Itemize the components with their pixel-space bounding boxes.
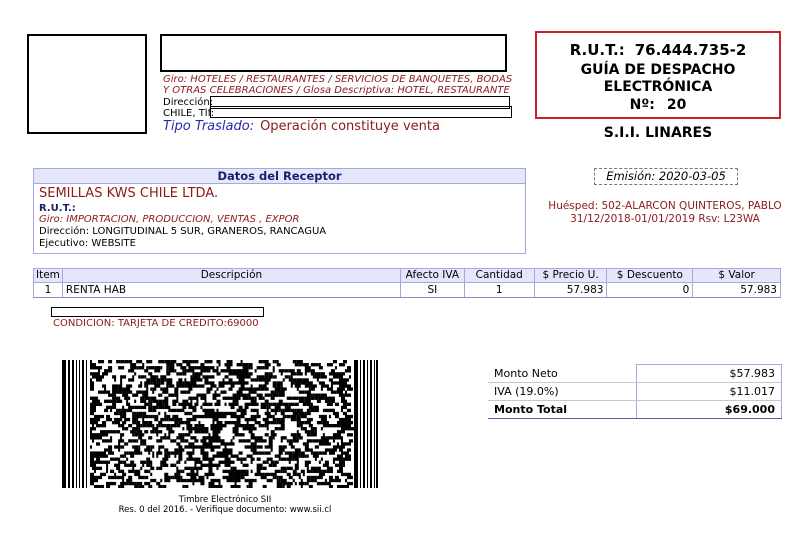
col-header-cantidad: Cantidad — [464, 269, 534, 283]
cell-descuento: 0 — [607, 283, 693, 298]
cell-cantidad: 1 — [464, 283, 534, 298]
total-row-iva — [488, 383, 782, 401]
col-header-precio: $ Precio U. — [534, 269, 607, 283]
receptor-ejecutivo: Ejecutivo: WEBSITE — [39, 238, 136, 249]
receptor-rut-label: R.U.T.: — [39, 203, 76, 214]
total-row-neto — [488, 365, 782, 383]
huesped-line-1: Huésped: 502-ALARCON QUINTEROS, PABLO — [548, 200, 782, 212]
cell-valor: 57.983 — [693, 283, 781, 298]
neto-value: $57.983 — [637, 365, 782, 383]
receptor-giro: Giro: IMPORTACION, PRODUCCION, VENTAS , EXPOR — [39, 214, 300, 225]
cell-descripcion: RENTA HAB — [62, 283, 400, 298]
col-header-valor: $ Valor — [693, 269, 781, 283]
condicion-pago: CONDICION: TARJETA DE CREDITO:69000 — [53, 318, 259, 329]
col-header-afecto-iva: Afecto IVA — [400, 269, 464, 283]
issuer-rut-value: 76.444.735-2 — [634, 41, 747, 59]
huesped-info — [530, 200, 800, 226]
issuer-rut — [537, 41, 779, 59]
tipo-traslado-label: Tipo Traslado: — [163, 119, 255, 134]
receptor-direccion: Dirección: LONGITUDINAL 5 SUR, GRANEROS, RANCAGUA — [39, 226, 327, 237]
col-header-descripcion: Descripción — [62, 269, 400, 283]
observation-redacted — [51, 307, 264, 317]
total-row-total — [488, 401, 782, 419]
total-label: Monto Total — [488, 401, 637, 419]
cell-afecto: SI — [400, 283, 464, 298]
timbre-line-2: Res. 0 del 2016. - Verifique documento: www.sii.cl — [118, 505, 332, 515]
col-header-descuento: $ Descuento — [607, 269, 693, 283]
cell-item: 1 — [34, 283, 63, 298]
table-row — [34, 283, 781, 298]
cell-precio: 57.983 — [534, 283, 607, 298]
iva-value: $11.017 — [637, 383, 782, 401]
timbre-barcode — [62, 360, 378, 488]
company-name-redacted — [160, 34, 507, 72]
emision-date: Emisión: 2020-03-05 — [594, 168, 738, 185]
issuer-city-label: CHILE, Tlf: — [163, 108, 215, 119]
receptor-name: SEMILLAS KWS CHILE LTDA. — [39, 186, 219, 201]
document-id-box — [535, 31, 781, 119]
issuer-direccion-label: Dirección: — [163, 97, 214, 108]
receptor-box — [33, 168, 526, 254]
receptor-header: Datos del Receptor — [34, 169, 525, 184]
timbre-line-1: Timbre Electrónico SII — [178, 495, 272, 505]
items-header-row — [34, 269, 781, 283]
document-number-label: Nº: — [629, 97, 655, 113]
document-type: GUÍA DE DESPACHO ELECTRÓNICA — [580, 62, 736, 95]
tipo-traslado-value: Operación constituye venta — [260, 119, 440, 134]
issuer-giro: Giro: HOTELES / RESTAURANTES / SERVICIOS DE BANQUETES, BODAS Y OTRAS CELEBRACIONES / Glosa Descriptiva: HOTEL, RESTAURANTE — [163, 74, 513, 96]
document-number — [537, 97, 779, 113]
neto-label: Monto Neto — [488, 365, 637, 383]
logo-placeholder — [27, 34, 147, 134]
totals-table — [488, 364, 782, 419]
timbre-caption — [60, 495, 390, 515]
col-header-item: Item — [34, 269, 63, 283]
huesped-line-2: 31/12/2018-01/01/2019 Rsv: L23WA — [570, 213, 760, 225]
total-value: $69.000 — [637, 401, 782, 419]
issuer-rut-label: R.U.T.: — [569, 41, 625, 59]
iva-label: IVA (19.0%) — [488, 383, 637, 401]
issuer-phone-redacted — [210, 106, 512, 118]
items-table — [33, 268, 781, 298]
document-number-value: 20 — [666, 97, 687, 113]
tipo-traslado — [163, 119, 440, 134]
sii-office: S.I.I. LINARES — [603, 125, 713, 141]
